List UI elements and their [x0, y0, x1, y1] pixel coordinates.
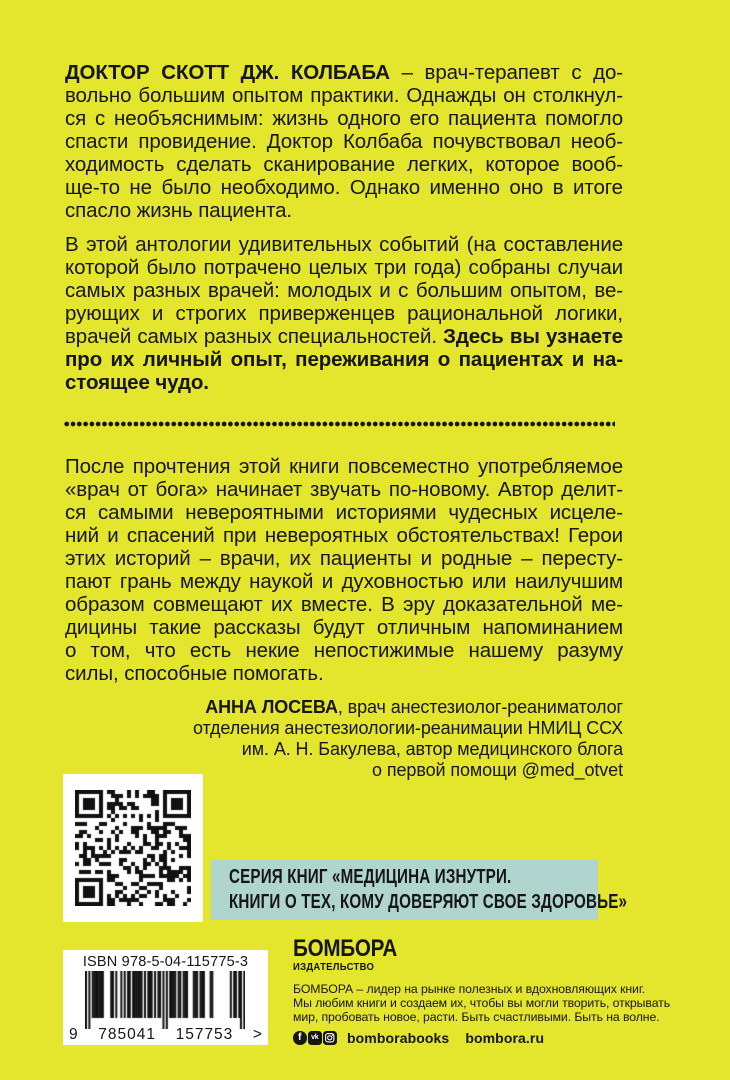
qr-code-box [63, 774, 203, 922]
dotted-separator [64, 421, 615, 427]
series-banner-line-2: КНИГИ О ТЕХ, КОМУ ДОВЕРЯЮТ СВОЕ ЗДОРОВЬЕ» [229, 891, 628, 913]
barcode-digit-left: 9 [69, 1026, 79, 1043]
publisher-subtitle: ИЗДАТЕЛЬСТВО [293, 962, 375, 973]
barcode-icon [85, 971, 245, 1029]
publisher-site-url: bombora.ru [465, 1029, 545, 1046]
attribution-block: АННА ЛОСЕВА, врач анестезиолог-реаниматолог отделения анестезиологии-реанимации НМИЦ ССХ им. А. Н. Бакулева, автор медицинского блога о первой помощи @med_otvet [192, 697, 623, 780]
body-paragraph-3: После прочтения этой книги повсеместно употребляемое «врач от бога» начинает звучать по-новому. Автор делит- ся самыми невероятными историями чудесных исцеле- ний и спасений при невероятных обстоятельствах! Герои этих историй – врачи, их пациенты и родные – пересту- пают грань между наукой и духовностью или наилучшим образом совмещают их вместе. В эру доказательной ме- дицины такие рассказы будут отличным напоминанием о том, что есть некие непостижимые нашему разуму силы, способные помогать. [65, 455, 623, 685]
publisher-logo: БОМБОРА [293, 935, 398, 962]
body-paragraph-1: ДОКТОР СКОТТ ДЖ. КОЛБАБА – врач-терапевт с до- вольно большим опытом практики. Однажды он столкнул- ся с необъяснимым: жизнь одного его пациента помогло спасти провидение. Доктор Колбаба почувствовал необ- ходимость сделать сканирование легких, которое вооб- ще-то не было необходимо. Однако именно оно в итоге спасло жизнь пациента. [65, 61, 623, 222]
isbn-text: ISBN 978-5-04-115775-3 [82, 954, 249, 970]
barcode-digits [69, 1026, 263, 1044]
social-handle: bomborabooks [347, 1029, 450, 1046]
social-row [293, 1030, 683, 1045]
barcode-group-1: 785041 [98, 1026, 156, 1043]
publisher-block [293, 936, 683, 1045]
series-banner-line-1: СЕРИЯ КНИГ «МЕДИЦИНА ИЗНУТРИ. [229, 866, 512, 888]
barcode-suffix: > [252, 1026, 263, 1043]
instagram-icon [323, 1031, 337, 1045]
facebook-icon: f [293, 1031, 307, 1045]
body-paragraph-2: В этой антологии удивительных событий (на составление которой было потрачено целых три года) собраны случаи самых разных врачей: молодых и с большим опытом, ве- рующих и строгих приверженцев рациональной логики, врачей самых разных специальностей. Здесь вы узнаете про их личный опыт, переживания о пациентах и на- стоящее чудо. [65, 233, 623, 394]
vk-icon: vk [308, 1031, 322, 1045]
publisher-description: БОМБОРА – лидер на рынке полезных и вдохновляющих книг. Мы любим книги и создаем их, чтобы вы могли творить, открывать мир, пробовать новое, расти. Быть счастливыми. Быть на волне. [293, 982, 671, 1024]
qr-code-icon [75, 790, 191, 906]
barcode-box [63, 950, 268, 1045]
series-banner [211, 860, 628, 920]
barcode-group-2: 157753 [175, 1026, 234, 1043]
